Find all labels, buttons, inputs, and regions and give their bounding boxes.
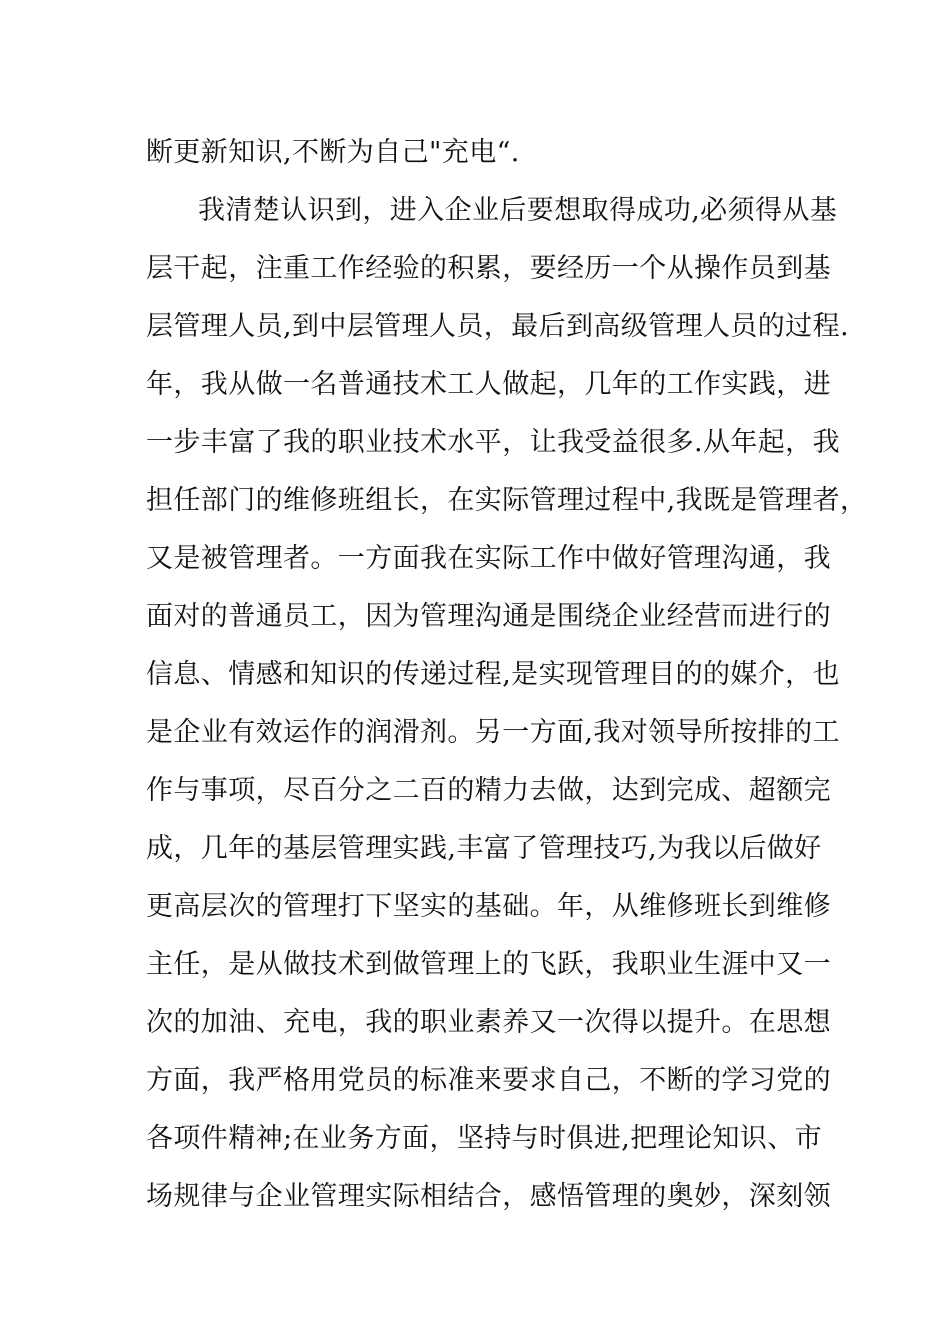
text-line: 信息、情感和知识的传递过程,是实现管理目的的媒介，也 bbox=[146, 659, 840, 690]
text-line: 成，几年的基层管理实践,丰富了管理技巧,为我以后做好 bbox=[146, 833, 822, 864]
text-line: 更高层次的管理打下坚实的基础。年，从维修班长到维修 bbox=[146, 891, 831, 922]
text-line: 层管理人员,到中层管理人员，最后到高级管理人员的过程. bbox=[146, 311, 849, 342]
text-line: 场规律与企业管理实际相结合，感悟管理的奥妙，深刻领 bbox=[146, 1181, 831, 1212]
text-line: 一步丰富了我的职业技术水平，让我受益很多.从年起，我 bbox=[146, 427, 840, 458]
text-line: 层干起，注重工作经验的积累，要经历一个从操作员到基 bbox=[146, 253, 831, 284]
text-line: 面对的普通员工，因为管理沟通是围绕企业经营而进行的 bbox=[146, 601, 831, 632]
text-line: 是企业有效运作的润滑剂。另一方面,我对领导所按排的工 bbox=[146, 717, 840, 748]
text-line: 断更新知识,不断为自己"充电“. bbox=[146, 137, 520, 168]
paragraph-start-line: 我清楚认识到，进入企业后要想取得成功,必须得从基 bbox=[198, 195, 838, 226]
text-line: 主任，是从做技术到做管理上的飞跃，我职业生涯中又一 bbox=[146, 949, 831, 980]
text-line: 又是被管理者。一方面我在实际工作中做好管理沟通，我 bbox=[146, 543, 831, 574]
body-text bbox=[146, 124, 868, 1226]
text-line: 方面，我严格用党员的标准来要求自己，不断的学习党的 bbox=[146, 1065, 831, 1096]
text-line: 年，我从做一名普通技术工人做起，几年的工作实践，进 bbox=[146, 369, 831, 400]
text-line: 次的加油、充电，我的职业素养又一次得以提升。在思想 bbox=[146, 1007, 831, 1038]
text-line: 各项件精神;在业务方面，坚持与时俱进,把理论知识、市 bbox=[146, 1123, 823, 1154]
text-line: 担任部门的维修班组长，在实际管理过程中,我既是管理者， bbox=[146, 485, 868, 516]
text-line: 作与事项，尽百分之二百的精力去做，达到完成、超额完 bbox=[146, 775, 831, 806]
